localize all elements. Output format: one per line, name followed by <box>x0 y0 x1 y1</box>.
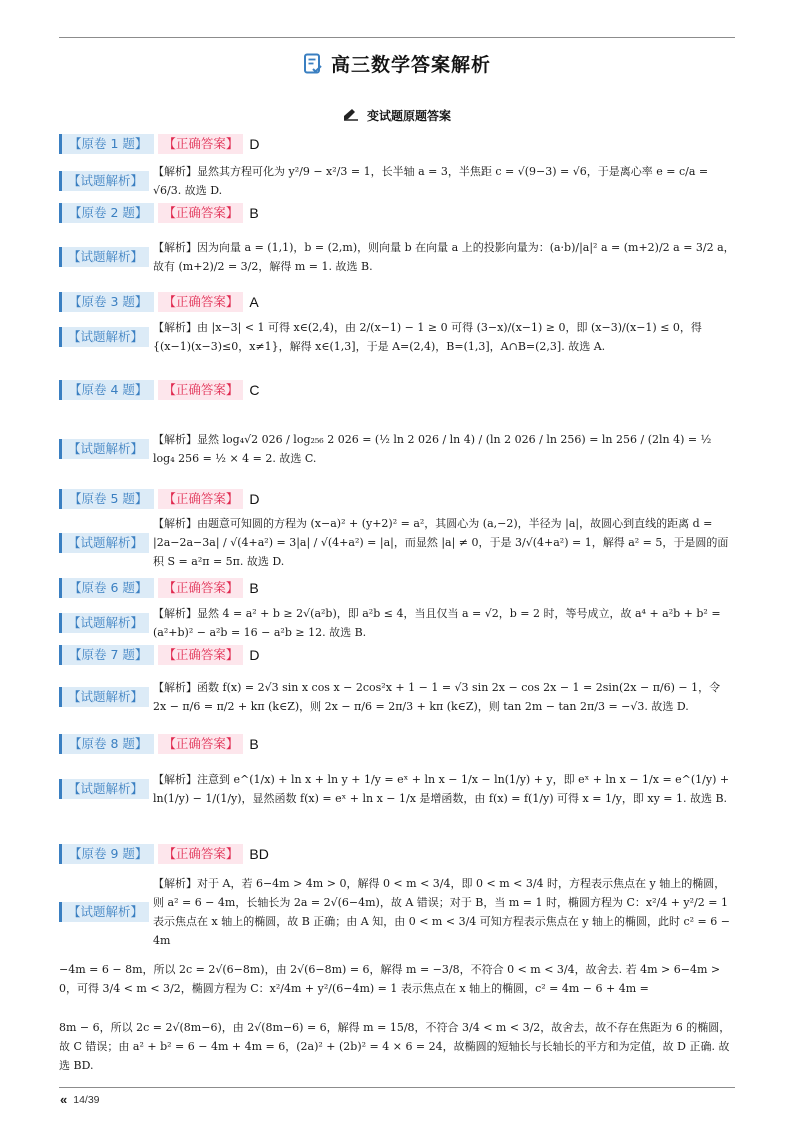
answer-badge: 【正确答案】 <box>158 734 243 754</box>
analysis-continued-text: −4m = 6 − 8m，所以 2c = 2√(6−8m)，由 2√(6−8m) = 6，解得 m = −3/8，不符合 0 < m < 3/4，故舍去. 若 4m > 6−4m > 0，可得 3/4 < m < 3/2，椭圆方程为 C：x²/4m + y²/(6−4m) = 1 表示焦点在 x 轴上的椭圆，c² = 4m − 6 + 4m = <box>59 963 721 995</box>
answer-badge: 【正确答案】 <box>158 134 243 154</box>
question-number-badge: 【原卷 4 题】 <box>59 380 154 400</box>
question-number-badge: 【原卷 7 题】 <box>59 645 154 665</box>
question-number-badge: 【原卷 1 题】 <box>59 134 154 154</box>
analysis-badge: 【试题解析】 <box>59 902 149 922</box>
answer-badge: 【正确答案】 <box>158 578 243 598</box>
analysis-text: 【解析】显然 4 = a² + b ≥ 2√(a²b)，即 a²b ≤ 4，当且仅当 a = √2，b = 2 时，等号成立，故 a⁴ + a²b + b² = (a²+b)² − a²b = 16 − a²b ≥ 12. 故选 B. <box>153 607 721 639</box>
analysis-block <box>59 770 735 808</box>
answer-badge: 【正确答案】 <box>158 844 243 864</box>
analysis-text: 【解析】注意到 e^(1/x) + ln x + ln y + 1/y = eˣ + ln x − 1/x − ln(1/y) + y，即 eˣ + ln x − 1/x = e^(1/y) + ln(1/y) − 1/(1/y)，显然函数 f(x) = eˣ + ln x − 1/x 是增函数，由 f(x) = f(1/y) 可得 x = 1/y，即 xy = 1. 故选 B. <box>153 773 730 805</box>
question-header <box>59 134 260 154</box>
question-header <box>59 734 259 754</box>
document-check-icon <box>303 53 323 75</box>
page-number: 14/39 <box>73 1093 100 1106</box>
question-number-badge: 【原卷 9 题】 <box>59 844 154 864</box>
question-header <box>59 489 260 509</box>
top-divider <box>59 37 735 38</box>
page-header <box>0 50 794 79</box>
page-footer <box>60 1092 100 1107</box>
analysis-block <box>59 514 735 571</box>
question-header <box>59 844 269 864</box>
question-header <box>59 380 260 400</box>
answer-value: B <box>249 580 259 596</box>
answer-value: B <box>249 205 259 221</box>
question-number-badge: 【原卷 8 题】 <box>59 734 154 754</box>
answer-value: D <box>249 647 260 663</box>
page-title: 高三数学答案解析 <box>330 54 491 76</box>
analysis-badge: 【试题解析】 <box>59 533 149 553</box>
answer-value: A <box>249 294 259 310</box>
section-header <box>0 106 794 125</box>
answer-badge: 【正确答案】 <box>158 489 243 509</box>
analysis-text: 【解析】由 |x−3| < 1 可得 x∈(2,4)，由 2/(x−1) − 1 ≥ 0 可得 (3−x)/(x−1) ≥ 0，即 (x−3)/(x−1) ≤ 0，得 {(x−1)(x−3)≤0，x≠1}，解得 x∈(1,3]，于是 A=(2,4)，B=(1,3]，A∩B=(2,3]. 故选 A. <box>153 321 702 353</box>
analysis-continued-text: 8m − 6，所以 2c = 2√(8m−6)，由 2√(8m−6) = 6，解得 m = 15/8，不符合 3/4 < m < 3/2，故舍去，故不存在焦距为 6 的椭圆，故 C 错误；由 a² + b² = 6 − 4m + 4m = 6，(2a)² + (2b)² = 4 × 6 = 24，故椭圆的短轴长与长轴长的平方和为定值，故 D 正确. 故选 BD. <box>59 1021 731 1072</box>
question-number-badge: 【原卷 2 题】 <box>59 203 154 223</box>
analysis-text: 【解析】函数 f(x) = 2√3 sin x cos x − 2cos²x + 1 − 1 = √3 sin 2x − cos 2x − 1 = 2sin(2x − π/6) − 1，令 2x − π/6 = π/2 + kπ (k∈Z)，则 2x − π/6 = 2π/3 + kπ (k∈Z)，则 tan 2m − tan 2π/3 = −√3. 故选 D. <box>153 681 721 713</box>
analysis-badge: 【试题解析】 <box>59 247 149 267</box>
analysis-block <box>59 318 735 356</box>
answer-badge: 【正确答案】 <box>158 292 243 312</box>
answer-value: C <box>249 382 260 398</box>
pen-writing-icon <box>343 106 359 125</box>
analysis-block <box>59 874 735 950</box>
analysis-block <box>59 678 735 716</box>
analysis-text: 【解析】因为向量 a = (1,1)，b = (2,m)，则向量 b 在向量 a 上的投影向量为：(a·b)/|a|² a = (m+2)/2 a = 3/2 a，故有 (m+2)/2 = 3/2，解得 m = 1. 故选 B. <box>153 241 735 273</box>
question-number-badge: 【原卷 6 题】 <box>59 578 154 598</box>
analysis-badge: 【试题解析】 <box>59 613 149 633</box>
analysis-text: 【解析】对于 A，若 6−4m > 4m > 0，解得 0 < m < 3/4，即 0 < m < 3/4 时，方程表示焦点在 y 轴上的椭圆，则 a² = 6 − 4m，长轴长为 2a = 2√(6−4m)，故 A 错误；对于 B，当 m = 1 时，椭圆方程为 C：x²/4 + y²/2 = 1 表示焦点在 x 轴上的椭圆，故 B 正确；由 A 知，由 0 < m < 3/4 可知方程表示焦点在 y 轴上的椭圆，此时 c² = 6 − 4m <box>153 877 730 947</box>
answer-badge: 【正确答案】 <box>158 380 243 400</box>
analysis-badge: 【试题解析】 <box>59 171 149 191</box>
bottom-divider <box>59 1087 735 1088</box>
analysis-block <box>59 604 735 642</box>
analysis-badge: 【试题解析】 <box>59 327 149 347</box>
answer-badge: 【正确答案】 <box>158 203 243 223</box>
answer-value: B <box>249 736 259 752</box>
analysis-badge: 【试题解析】 <box>59 439 149 459</box>
analysis-badge: 【试题解析】 <box>59 779 149 799</box>
question-header <box>59 203 259 223</box>
analysis-block <box>59 238 735 276</box>
answer-value: D <box>249 136 260 152</box>
analysis-badge: 【试题解析】 <box>59 687 149 707</box>
question-number-badge: 【原卷 5 题】 <box>59 489 154 509</box>
question-header <box>59 645 260 665</box>
analysis-text: 【解析】显然 log₄√2 026 / log₂₅₆ 2 026 = (½ ln 2 026 / ln 4) / (ln 2 026 / ln 256) = ln 256 / (2ln 4) = ½ log₄ 256 = ½ × 4 = 2. 故选 C. <box>153 433 712 465</box>
question-header <box>59 292 259 312</box>
analysis-text: 【解析】显然其方程可化为 y²/9 − x²/3 = 1，长半轴 a = 3，半焦距 c = √(9−3) = √6，于是离心率 e = c/a = √6/3. 故选 D. <box>153 165 709 197</box>
question-header <box>59 578 259 598</box>
answer-value: D <box>249 491 260 507</box>
answer-value: BD <box>249 846 269 862</box>
section-title: 变试题原题答案 <box>366 109 451 123</box>
analysis-block <box>59 162 735 200</box>
double-chevron-left-icon: « <box>60 1092 68 1107</box>
analysis-text: 【解析】由题意可知圆的方程为 (x−a)² + (y+2)² = a²，其圆心为 (a,−2)，半径为 |a|，故圆心到直线的距离 d = |2a−2a−3a| / √(4+a²) = 3|a| / √(4+a²) = |a|，而显然 |a| ≠ 0，于是 3/√(4+a²) = 1，解得 a² = 5，于是圆的面积 S = a²π = 5π. 故选 D. <box>153 517 729 568</box>
answer-badge: 【正确答案】 <box>158 645 243 665</box>
analysis-block <box>59 430 735 468</box>
question-number-badge: 【原卷 3 题】 <box>59 292 154 312</box>
